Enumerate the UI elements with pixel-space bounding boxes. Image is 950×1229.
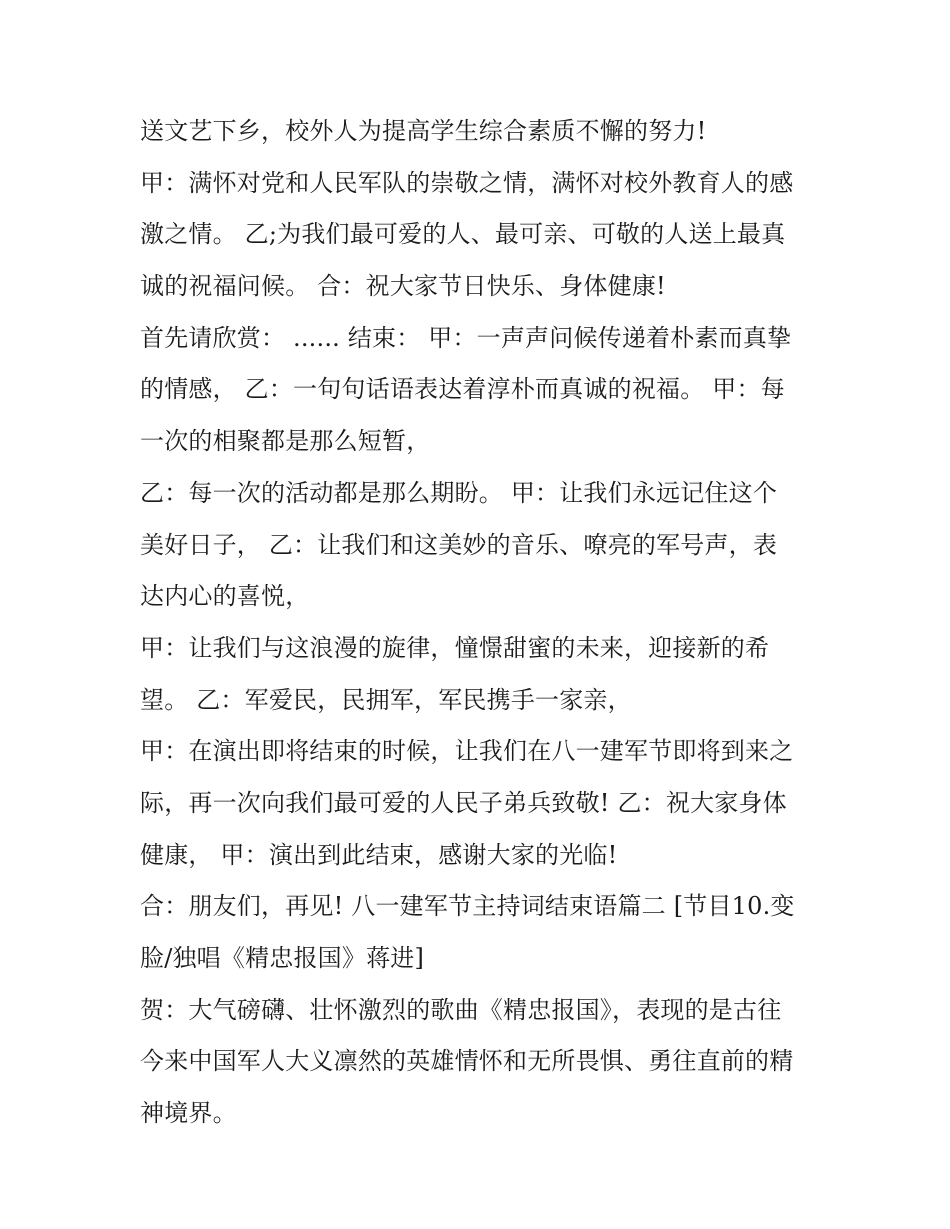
text-line: 贺：大气磅礴、壮怀激烈的歌曲《精忠报国》，表现的是古往 [140, 995, 782, 1024]
text-line: 合：朋友们，再见! 八一建军节主持词结束语篇二 [节目10.变 [140, 892, 795, 921]
text-line: 送文艺下乡，校外人为提高学生综合素质不懈的努力! [140, 117, 707, 145]
text-line: 美好日子， 乙：让我们和这美妙的音乐、嘹亮的军号声，表 [140, 530, 778, 559]
text-line: 乙：每一次的活动都是那么期盼。 甲：让我们永远记住这个 [140, 478, 778, 507]
text-line: 诚的祝福问候。 合：祝大家节日快乐、身体健康! [140, 272, 666, 301]
text-line: 健康， 甲：演出到此结束，感谢大家的光临! [140, 840, 618, 869]
text-line: 神境界。 [140, 1099, 237, 1128]
text-line: 甲：满怀对党和人民军队的崇敬之情，满怀对校外教育人的感 [140, 168, 794, 197]
text-line: 今来中国军人大义凛然的英雄情怀和无所畏惧、勇往直前的精 [140, 1047, 794, 1076]
text-line: 际，再一次向我们最可爱的人民子弟兵致敬! 乙：祝大家身体 [140, 788, 787, 817]
text-line: 望。 乙：军爱民，民拥军，军民携手一家亲， [140, 685, 632, 714]
document-body [140, 106, 820, 1140]
text-line: 的情感， 乙：一句句话语表达着淳朴而真诚的祝福。 甲：每 [140, 375, 785, 404]
text-line: 达内心的喜悦， [140, 582, 310, 611]
text-line: 甲：让我们与这浪漫的旋律，憧憬甜蜜的未来，迎接新的希 [140, 633, 770, 662]
text-line: 甲：在演出即将结束的时候，让我们在八一建军节即将到来之 [140, 737, 794, 766]
text-line: 激之情。 乙;为我们最可爱的人、最可亲、可敬的人送上最真 [140, 220, 786, 249]
text-line: 一次的相聚都是那么短暂， [140, 427, 431, 456]
text-line: 首先请欣赏： ...... 结束： 甲：一声声问候传递着朴素而真挚 [140, 323, 792, 352]
text-line: 脸/独唱《精忠报国》蒋进] [140, 944, 425, 972]
